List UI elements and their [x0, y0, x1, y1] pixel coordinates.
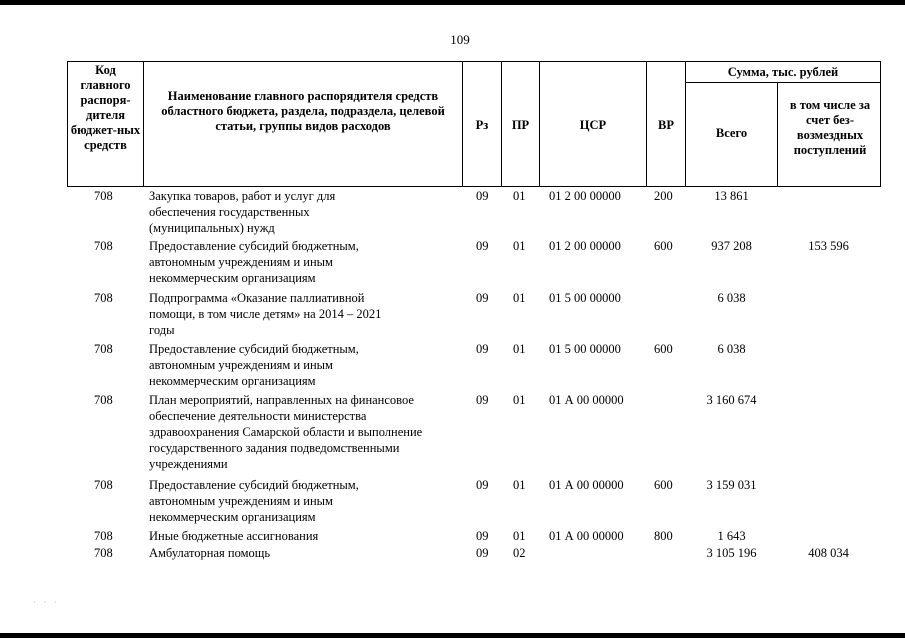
header-vr: ВР — [658, 118, 674, 132]
cell-vtom: 408 034 — [808, 546, 849, 560]
cell-kod: 708 — [94, 342, 113, 356]
cell-kod: 708 — [94, 529, 113, 543]
bottom-border — [0, 633, 905, 638]
cell-pr: 02 — [513, 546, 526, 560]
cell-vsego: 1 643 — [717, 529, 746, 543]
cell-pr: 01 — [513, 393, 526, 407]
cell-rz: 09 — [476, 393, 489, 407]
cell-name: Амбулаторная помощь — [149, 546, 271, 560]
cell-vsego: 13 861 — [714, 189, 749, 203]
header-summa: Сумма, тыс. рублей — [727, 65, 839, 79]
cell-csr: 01 А 00 00000 — [549, 529, 624, 543]
cell-pr: 01 — [513, 239, 526, 253]
cell-name: Предоставление субсидий бюджетным, автономным учреждениям и иным некоммерческим организациям — [149, 342, 359, 388]
cell-vsego: 3 160 674 — [706, 393, 757, 407]
cell-vsego: 6 038 — [717, 342, 746, 356]
cell-vr: 600 — [654, 239, 673, 253]
cell-name: Иные бюджетные ассигнования — [149, 529, 319, 543]
cell-pr: 01 — [513, 529, 526, 543]
scan-speck: · · · — [33, 598, 60, 607]
cell-kod: 708 — [94, 478, 113, 492]
cell-vsego: 937 208 — [711, 239, 752, 253]
cell-name: Подпрограмма «Оказание паллиативной помощи, в том числе детям» на 2014 – 2021 годы — [149, 291, 382, 337]
header-vsego: Всего — [715, 126, 748, 140]
cell-name: Закупка товаров, работ и услуг для обеспечения государственных (муниципальных) нужд — [149, 189, 336, 235]
cell-rz: 09 — [476, 239, 489, 253]
header-pr: ПР — [511, 118, 530, 132]
cell-csr: 01 А 00 00000 — [549, 393, 624, 407]
header-name: Наименование главного распорядителя средств областного бюджета, раздела, подраздела, целевой статьи, группы видов расходов — [161, 89, 445, 133]
cell-kod: 708 — [94, 239, 113, 253]
page-number: 109 — [450, 32, 470, 47]
header-rz: Рз — [475, 118, 489, 132]
cell-vr: 600 — [654, 478, 673, 492]
cell-name: Предоставление субсидий бюджетным, автономным учреждениям и иным некоммерческим организациям — [149, 239, 359, 285]
cell-vr: 600 — [654, 342, 673, 356]
cell-vr: 200 — [654, 189, 673, 203]
cell-vsego: 3 159 031 — [706, 478, 757, 492]
cell-rz: 09 — [476, 478, 489, 492]
cell-csr: 01 А 00 00000 — [549, 478, 624, 492]
cell-rz: 09 — [476, 291, 489, 305]
header-kod: Код главного распоря-дителя бюджет-ных средств — [70, 63, 141, 152]
cell-pr: 01 — [513, 189, 526, 203]
cell-rz: 09 — [476, 546, 489, 560]
cell-csr: 01 2 00 00000 — [549, 239, 621, 253]
cell-kod: 708 — [94, 291, 113, 305]
cell-kod: 708 — [94, 189, 113, 203]
top-border — [0, 0, 905, 5]
cell-vtom: 153 596 — [808, 239, 849, 253]
cell-csr: 01 5 00 00000 — [549, 342, 621, 356]
cell-name: Предоставление субсидий бюджетным, автономным учреждениям и иным некоммерческим организациям — [149, 478, 359, 524]
cell-name: План мероприятий, направленных на финансовое обеспечение деятельности министерства здравоохранения Самарской области и выполнение государственного задания подведомственными учреждениями — [149, 393, 423, 471]
cell-csr: 01 5 00 00000 — [549, 291, 621, 305]
header-vtom: в том числе за счет без-возмездных поступлений — [789, 98, 871, 157]
cell-csr: 01 2 00 00000 — [549, 189, 621, 203]
cell-vr: 800 — [654, 529, 673, 543]
cell-pr: 01 — [513, 291, 526, 305]
cell-vsego: 3 105 196 — [706, 546, 757, 560]
header-csr: ЦСР — [579, 118, 607, 132]
cell-rz: 09 — [476, 342, 489, 356]
cell-kod: 708 — [94, 546, 113, 560]
cell-pr: 01 — [513, 478, 526, 492]
cell-rz: 09 — [476, 189, 489, 203]
cell-pr: 01 — [513, 342, 526, 356]
cell-vsego: 6 038 — [717, 291, 746, 305]
cell-kod: 708 — [94, 393, 113, 407]
cell-rz: 09 — [476, 529, 489, 543]
